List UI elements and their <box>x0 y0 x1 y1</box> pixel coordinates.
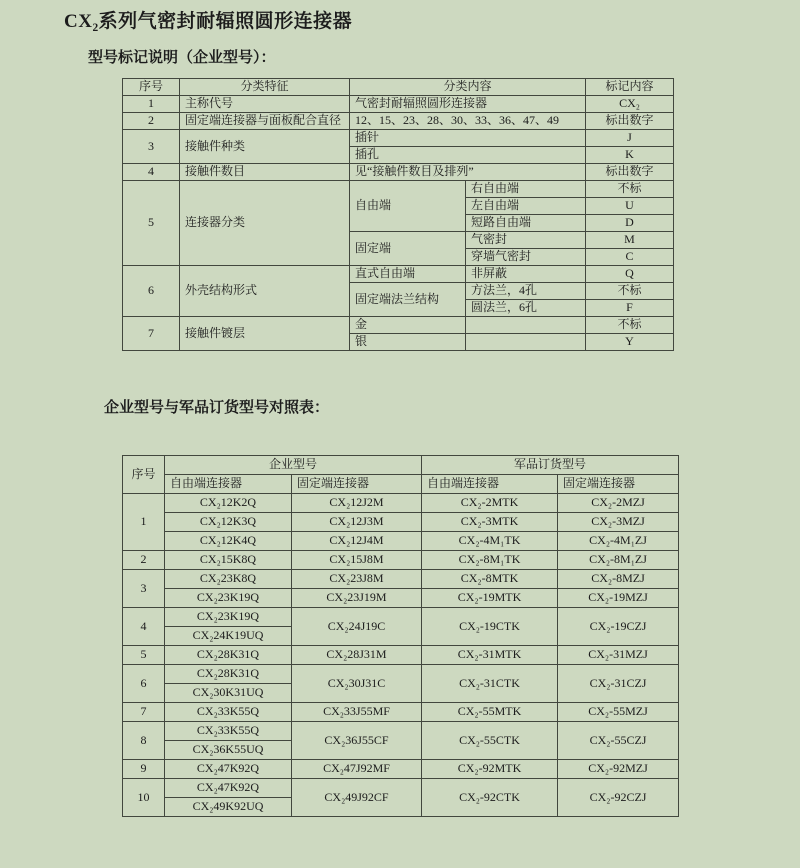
subcategory-cell: 银 <box>350 334 466 351</box>
military-fixed-cell: CX₂-8M₁ZJ <box>558 551 679 570</box>
seq-cell: 2 <box>123 113 180 130</box>
enterprise-fixed-cell: CX₂47J92MF <box>292 760 422 779</box>
mark-cell: M <box>586 232 674 249</box>
col-header-mark: 标记内容 <box>586 79 674 96</box>
feature-cell: 外壳结构形式 <box>180 266 350 317</box>
enterprise-fixed-cell: CX₂33J55MF <box>292 703 422 722</box>
col-header-enterprise: 企业型号 <box>165 456 422 475</box>
seq-cell: 3 <box>123 130 180 164</box>
feature-cell: 接触件镀层 <box>180 317 350 351</box>
seq-cell: 8 <box>123 722 165 760</box>
content-cell: 插孔 <box>350 147 586 164</box>
table2-header-row-sub <box>123 475 679 494</box>
table-row <box>123 665 679 684</box>
enterprise-free-cell: CX₂33K55Q <box>165 722 292 741</box>
content-cell: 见“接触件数目及排列” <box>350 164 586 181</box>
table-row <box>123 513 679 532</box>
col-header-military-fixed: 固定端连接器 <box>558 475 679 494</box>
enterprise-fixed-cell: CX₂12J2M <box>292 494 422 513</box>
enterprise-fixed-cell: CX₂12J3M <box>292 513 422 532</box>
table-row <box>123 532 679 551</box>
enterprise-fixed-cell: CX₂12J4M <box>292 532 422 551</box>
seq-cell: 4 <box>123 164 180 181</box>
military-fixed-cell: CX₂-19CZJ <box>558 608 679 646</box>
enterprise-fixed-cell: CX₂28J31M <box>292 646 422 665</box>
seq-cell: 1 <box>123 96 180 113</box>
section1-heading: 型号标记说明（企业型号）： <box>88 50 276 66</box>
seq-cell: 9 <box>123 760 165 779</box>
content-cell: 穿墙气密封 <box>466 249 586 266</box>
subcategory-cell: 金 <box>350 317 466 334</box>
enterprise-free-cell: CX₂30K31UQ <box>165 684 292 703</box>
mark-cell: 标出数字 <box>586 164 674 181</box>
col-header-military-free: 自由端连接器 <box>422 475 558 494</box>
mark-cell: K <box>586 147 674 164</box>
feature-cell: 接触件数目 <box>180 164 350 181</box>
military-free-cell: CX₂-2MTK <box>422 494 558 513</box>
military-fixed-cell: CX₂-3MZJ <box>558 513 679 532</box>
table-row <box>123 266 674 283</box>
military-free-cell: CX₂-8M₁TK <box>422 551 558 570</box>
content-cell: 圆法兰，6孔 <box>466 300 586 317</box>
seq-cell: 4 <box>123 608 165 646</box>
col-header-seq: 序号 <box>123 456 165 494</box>
enterprise-free-cell: CX₂23K19Q <box>165 589 292 608</box>
mark-cell: 不标 <box>586 317 674 334</box>
military-fixed-cell: CX₂-31MZJ <box>558 646 679 665</box>
table-row <box>123 570 679 589</box>
section2-heading: 企业型号与军品订货型号对照表： <box>104 400 330 416</box>
military-free-cell: CX₂-92MTK <box>422 760 558 779</box>
table-row <box>123 608 679 627</box>
mark-cell: U <box>586 198 674 215</box>
mark-cell: 不标 <box>586 283 674 300</box>
enterprise-free-cell: CX₂12K4Q <box>165 532 292 551</box>
table-row <box>123 760 679 779</box>
feature-cell: 主称代号 <box>180 96 350 113</box>
mark-cell: Y <box>586 334 674 351</box>
model-marking-table <box>122 78 674 351</box>
content-cell: 12、15、23、28、30、33、36、47、49 <box>350 113 586 130</box>
content-cell: 方法兰，4孔 <box>466 283 586 300</box>
mark-cell: 标出数字 <box>586 113 674 130</box>
military-fixed-cell: CX₂-55MZJ <box>558 703 679 722</box>
subcategory-cell: 直式自由端 <box>350 266 466 283</box>
content-cell: 气密封耐辐照圆形连接器 <box>350 96 586 113</box>
empty-cell <box>466 334 586 351</box>
col-header-enterprise-fixed: 固定端连接器 <box>292 475 422 494</box>
seq-cell: 7 <box>123 317 180 351</box>
mark-cell: 不标 <box>586 181 674 198</box>
seq-cell: 3 <box>123 570 165 608</box>
mark-cell: Q <box>586 266 674 283</box>
content-cell: 插针 <box>350 130 586 147</box>
military-fixed-cell: CX₂-19MZJ <box>558 589 679 608</box>
enterprise-fixed-cell: CX₂15J8M <box>292 551 422 570</box>
military-free-cell: CX₂-4M₁TK <box>422 532 558 551</box>
empty-cell <box>466 317 586 334</box>
military-free-cell: CX₂-31MTK <box>422 646 558 665</box>
seq-cell: 6 <box>123 266 180 317</box>
content-cell: 非屏蔽 <box>466 266 586 283</box>
military-free-cell: CX₂-31CTK <box>422 665 558 703</box>
enterprise-fixed-cell: CX₂49J92CF <box>292 779 422 817</box>
table-row <box>123 113 674 130</box>
enterprise-free-cell: CX₂12K3Q <box>165 513 292 532</box>
enterprise-free-cell: CX₂47K92Q <box>165 760 292 779</box>
table-row <box>123 779 679 798</box>
table-row <box>123 96 674 113</box>
enterprise-free-cell: CX₂15K8Q <box>165 551 292 570</box>
enterprise-free-cell: CX₂47K92Q <box>165 779 292 798</box>
enterprise-free-cell: CX₂12K2Q <box>165 494 292 513</box>
content-cell: 右自由端 <box>466 181 586 198</box>
enterprise-free-cell: CX₂33K55Q <box>165 703 292 722</box>
military-free-cell: CX₂-19MTK <box>422 589 558 608</box>
military-free-cell: CX₂-8MTK <box>422 570 558 589</box>
table-row <box>123 181 674 198</box>
enterprise-free-cell: CX₂24K19UQ <box>165 627 292 646</box>
table-row <box>123 130 674 147</box>
enterprise-fixed-cell: CX₂24J19C <box>292 608 422 646</box>
feature-cell: 连接器分类 <box>180 181 350 266</box>
military-fixed-cell: CX₂-92MZJ <box>558 760 679 779</box>
seq-cell: 7 <box>123 703 165 722</box>
mark-cell: CX₂ <box>586 96 674 113</box>
military-free-cell: CX₂-19CTK <box>422 608 558 646</box>
enterprise-free-cell: CX₂23K8Q <box>165 570 292 589</box>
military-fixed-cell: CX₂-4M₁ZJ <box>558 532 679 551</box>
table-row <box>123 703 679 722</box>
enterprise-fixed-cell: CX₂36J55CF <box>292 722 422 760</box>
mark-cell: C <box>586 249 674 266</box>
subcategory-cell: 固定端法兰结构 <box>350 283 466 317</box>
seq-cell: 5 <box>123 181 180 266</box>
enterprise-fixed-cell: CX₂23J8M <box>292 570 422 589</box>
col-header-military: 军品订货型号 <box>422 456 679 475</box>
content-cell: 气密封 <box>466 232 586 249</box>
mark-cell: J <box>586 130 674 147</box>
military-fixed-cell: CX₂-2MZJ <box>558 494 679 513</box>
seq-cell: 2 <box>123 551 165 570</box>
seq-cell: 1 <box>123 494 165 551</box>
col-header-enterprise-free: 自由端连接器 <box>165 475 292 494</box>
feature-cell: 接触件种类 <box>180 130 350 164</box>
seq-cell: 5 <box>123 646 165 665</box>
military-free-cell: CX₂-55MTK <box>422 703 558 722</box>
military-free-cell: CX₂-3MTK <box>422 513 558 532</box>
page-title: CX₂系列气密封耐辐照圆形连接器 <box>64 11 353 32</box>
table-row <box>123 494 679 513</box>
table-row <box>123 317 674 334</box>
military-fixed-cell: CX₂-92CZJ <box>558 779 679 817</box>
table-row <box>123 589 679 608</box>
enterprise-free-cell: CX₂23K19Q <box>165 608 292 627</box>
military-free-cell: CX₂-55CTK <box>422 722 558 760</box>
military-free-cell: CX₂-92CTK <box>422 779 558 817</box>
enterprise-free-cell: CX₂28K31Q <box>165 646 292 665</box>
col-header-feature: 分类特征 <box>180 79 350 96</box>
enterprise-free-cell: CX₂49K92UQ <box>165 798 292 817</box>
table2-header-row-top <box>123 456 679 475</box>
seq-cell: 6 <box>123 665 165 703</box>
feature-cell: 固定端连接器与面板配合直径 <box>180 113 350 130</box>
enterprise-fixed-cell: CX₂30J31C <box>292 665 422 703</box>
military-fixed-cell: CX₂-8MZJ <box>558 570 679 589</box>
seq-cell: 10 <box>123 779 165 817</box>
military-fixed-cell: CX₂-31CZJ <box>558 665 679 703</box>
military-fixed-cell: CX₂-55CZJ <box>558 722 679 760</box>
subcategory-cell: 固定端 <box>350 232 466 266</box>
content-cell: 短路自由端 <box>466 215 586 232</box>
enterprise-fixed-cell: CX₂23J19M <box>292 589 422 608</box>
subcategory-cell: 自由端 <box>350 181 466 232</box>
table1-header-row <box>123 79 674 96</box>
mark-cell: D <box>586 215 674 232</box>
model-comparison-table <box>122 455 679 817</box>
mark-cell: F <box>586 300 674 317</box>
table-row <box>123 164 674 181</box>
table-row <box>123 551 679 570</box>
col-header-content: 分类内容 <box>350 79 586 96</box>
enterprise-free-cell: CX₂36K55UQ <box>165 741 292 760</box>
content-cell: 左自由端 <box>466 198 586 215</box>
table-row <box>123 722 679 741</box>
col-header-seq: 序号 <box>123 79 180 96</box>
table-row <box>123 646 679 665</box>
enterprise-free-cell: CX₂28K31Q <box>165 665 292 684</box>
